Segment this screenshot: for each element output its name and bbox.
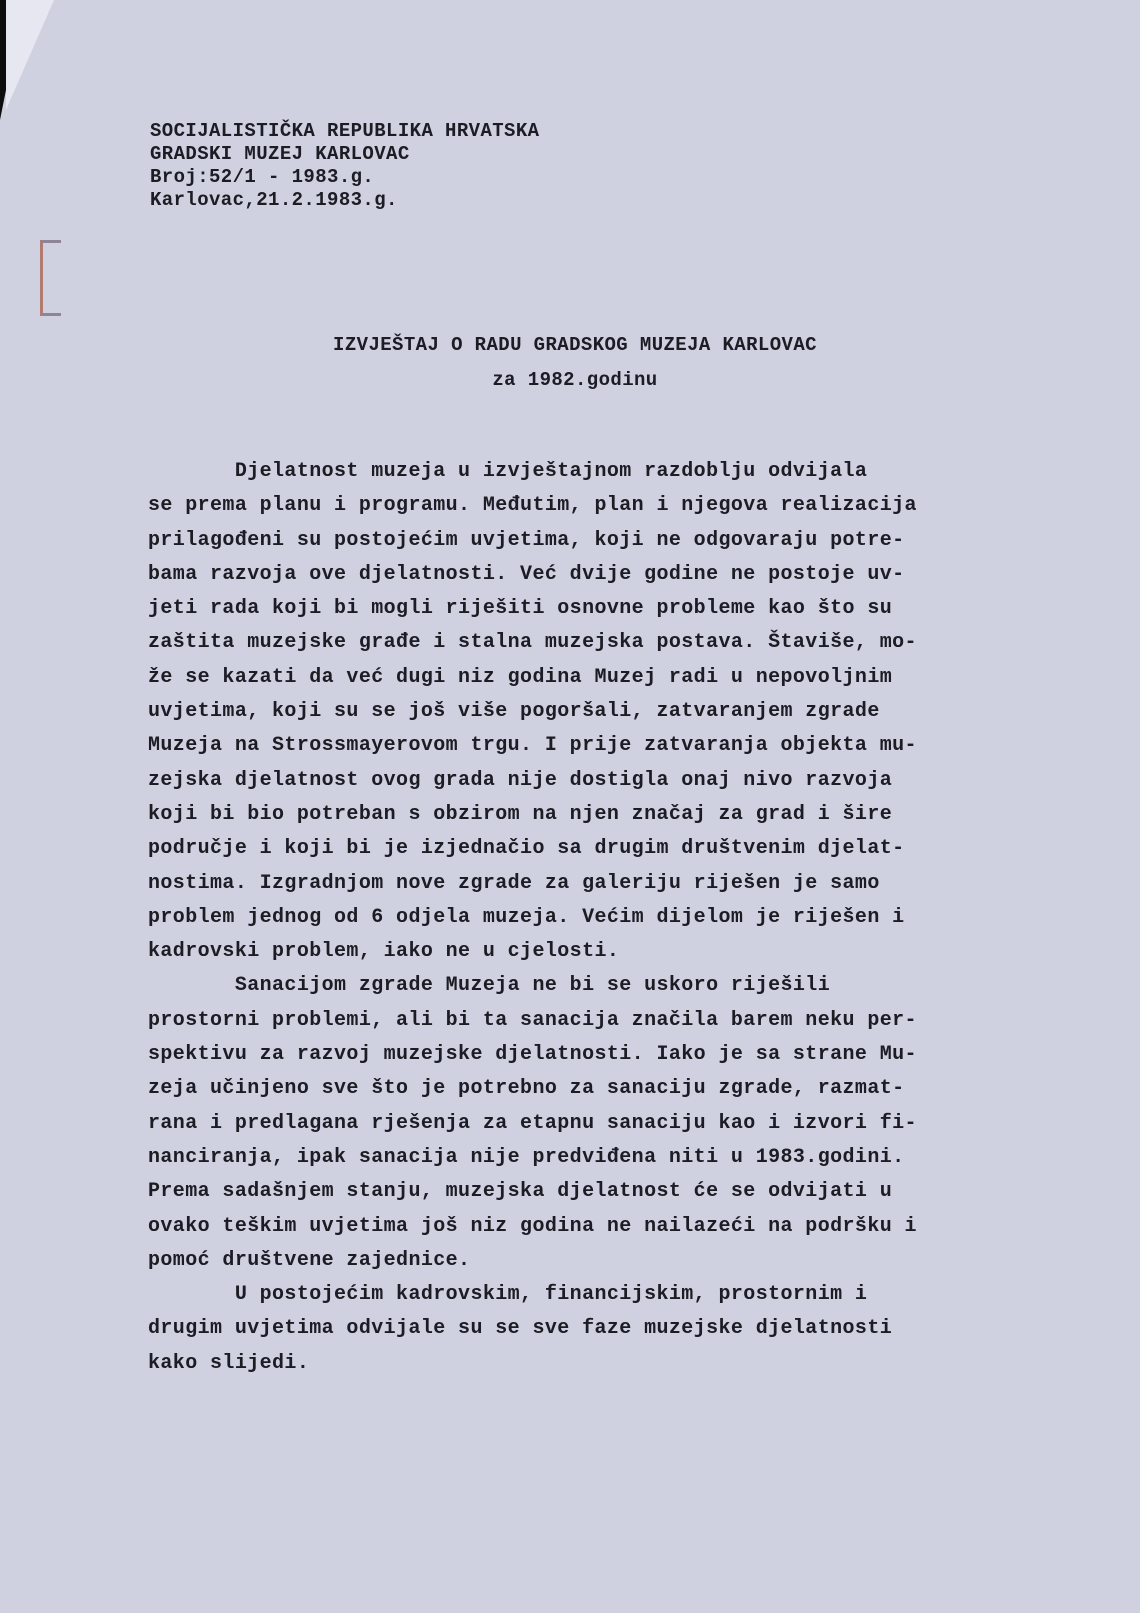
body-line: Sanacijom zgrade Muzeja ne bi se uskoro riješili <box>148 974 831 998</box>
place-date: Karlovac,21.2.1983.g. <box>150 189 398 211</box>
body-line: zaštita muzejske građe i stalna muzejska postava. Štaviše, mo- <box>148 631 917 655</box>
body-line: prostorni problemi, ali bi ta sanacija značila barem neku per- <box>148 1008 917 1032</box>
body-line: koji bi bio potreban s obzirom na njen značaj za grad i šire <box>148 802 893 826</box>
body-line: rana i predlagana rješenja za etapnu sanaciju kao i izvori fi- <box>148 1111 917 1135</box>
body-line: problem jednog od 6 odjela muzeja. Većim dijelom je riješen i <box>148 905 905 929</box>
folded-corner <box>6 0 54 110</box>
title-sub: za 1982.godinu <box>492 369 658 391</box>
staple-mark <box>40 240 61 316</box>
report-body <box>148 455 1028 1381</box>
reference-number: Broj:52/1 - 1983.g. <box>150 166 375 188</box>
letterhead-republic: SOCIJALISTIČKA REPUBLIKA HRVATSKA <box>150 120 540 142</box>
letterhead <box>150 120 539 212</box>
body-line: se prema planu i programu. Međutim, plan i njegova realizacija <box>148 494 917 518</box>
body-line: ovako teškim uvjetima još niz godina ne nailazeći na podršku i <box>148 1214 917 1238</box>
body-line: nanciranja, ipak sanacija nije predviđena niti u 1983.godini. <box>148 1145 905 1169</box>
body-line: Muzeja na Strossmayerovom trgu. I prije zatvaranja objekta mu- <box>148 734 917 758</box>
title-main: IZVJEŠTAJ O RADU GRADSKOG MUZEJA KARLOVAC <box>333 334 817 356</box>
body-line: zeja učinjeno sve što je potrebno za sanaciju zgrade, razmat- <box>148 1077 905 1101</box>
body-line: kako slijedi. <box>148 1351 310 1375</box>
body-line: Prema sadašnjem stanju, muzejska djelatnost će se odvijati u <box>148 1180 893 1204</box>
body-line: prilagođeni su postojećim uvjetima, koji ne odgovaraju potre- <box>148 528 905 552</box>
body-line: kadrovski problem, iako ne u cjelosti. <box>148 940 620 964</box>
body-line: jeti rada koji bi mogli riješiti osnovne probleme kao što su <box>148 597 893 621</box>
body-line: Djelatnost muzeja u izvještajnom razdoblju odvijala <box>148 460 868 483</box>
body-line: područje i koji bi je izjednačio sa drugim društvenim djelat- <box>148 837 905 861</box>
body-line: nostima. Izgradnjom nove zgrade za galeriju riješen je samo <box>148 871 880 895</box>
body-line: uvjetima, koji su se još više pogoršali, zatvaranjem zgrade <box>148 700 880 724</box>
body-line: pomoć društvene zajednice. <box>148 1248 471 1272</box>
letterhead-museum: GRADSKI MUZEJ KARLOVAC <box>150 143 410 165</box>
body-line: že se kazati da već dugi niz godina Muzej radi u nepovoljnim <box>148 665 893 689</box>
body-line: spektivu za razvoj muzejske djelatnosti. Iako je sa strane Mu- <box>148 1043 917 1067</box>
body-line: bama razvoja ove djelatnosti. Već dvije godine ne postoje uv- <box>148 562 905 586</box>
document-title <box>0 328 1140 398</box>
body-line: zejska djelatnost ovog grada nije dostigla onaj nivo razvoja <box>148 768 893 792</box>
body-line: drugim uvjetima odvijale su se sve faze muzejske djelatnosti <box>148 1317 893 1341</box>
body-line: U postojećim kadrovskim, financijskim, prostornim i <box>148 1283 868 1307</box>
